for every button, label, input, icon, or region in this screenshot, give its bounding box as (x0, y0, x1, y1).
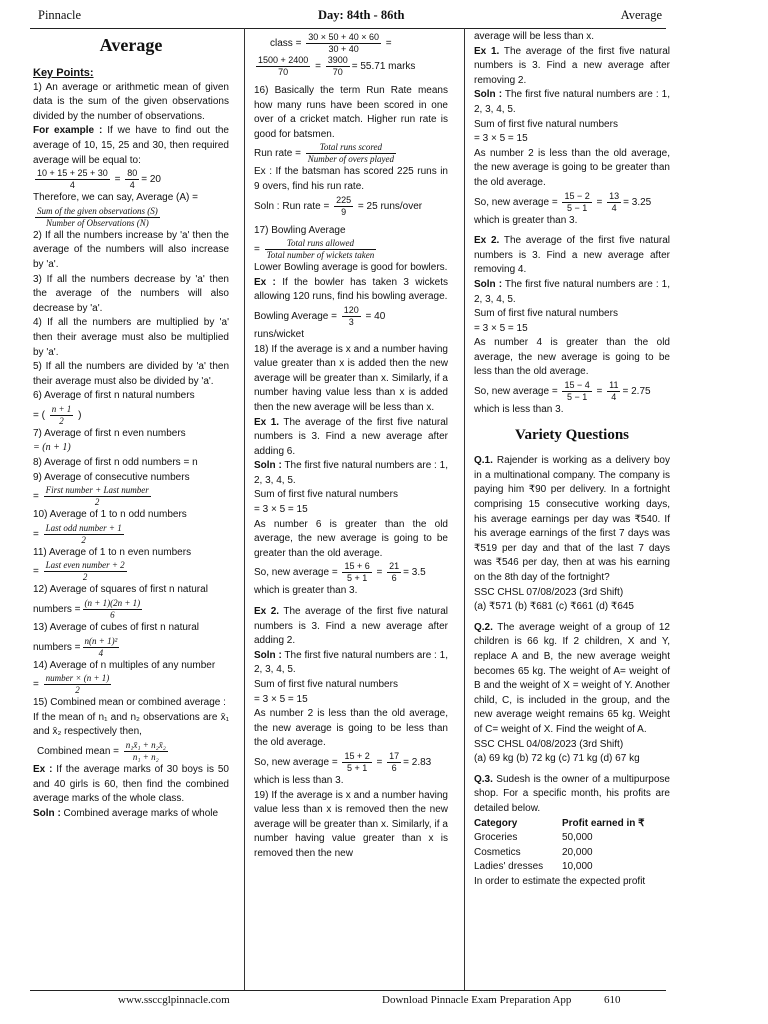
column-2 (254, 30, 448, 862)
bowling-average-formula: = $\frac{\text{Total runs allowed}}{\text{Total number of wickets taken}}$ (254, 238, 375, 261)
question-2: Q.2. The average weight of a group of 12 children is 66 kg. If 2 children, X and Y, replace A and B, the new average weight becomes 65 kg. The weight of A= weight of B and the weight of X = weight of Y. Another child, C, is included in the group, and the new average weight remains 65 kg. Weight of C= weight of X. Find the weight of A. (474, 621, 670, 735)
p18-example-2-text: As number 2 is less than the old average, the new average is going to be less than the old average. (254, 708, 448, 749)
p19-example-2-text: As number 4 is greater than the old average, the new average is going to be less than the old average. (474, 337, 670, 378)
p18-example-1-text: As number 6 is greater than the old average, the new average is going to be greater than the old average. (254, 518, 448, 559)
question-2-options: (a) 69 kg (b) 72 kg (c) 71 kg (d) 67 kg (474, 753, 640, 765)
point-10: 10) Average of 1 to n odd numbers (33, 509, 187, 521)
run-rate-solution: Soln : Run rate = $\frac{225}{9}$ = 25 runs/over (254, 194, 423, 217)
combined-solution: Soln : Combined average marks of whole (33, 807, 219, 819)
bowling-solution: Bowling Average = $\frac{120}{3}$ = 40 (254, 304, 386, 327)
point-8: 8) Average of first n odd numbers = n (33, 457, 198, 469)
p19-example-2-sum: Sum of first five natural numbers (474, 308, 618, 320)
column-divider-2 (464, 28, 465, 990)
footer-app-promo: Download Pinnacle Exam Preparation App (382, 994, 572, 1006)
point-19: 19) If the average is x and a number having value less than x is removed then the new average will be greater than x. Similarly, if a number having value greater than x is removed then the new (254, 789, 448, 859)
p18-example-1-result: which is greater than 3. (254, 585, 358, 597)
point-9: 9) Average of consecutive numbers (33, 471, 190, 483)
point-18: 18) If the average is x and a number having value greater than x is added then the new average will be greater than x. Similarly, if a number having value less than x is added then the new average will be less than x. (254, 343, 448, 413)
average-definition: Therefore, we can say, Average (A) = (33, 192, 198, 204)
header-day: Day: 84th - 86th (318, 8, 405, 22)
point-15-text: If the mean of n₁ and n₂ observations are x̄₁ and x̄₂ respectively then, (33, 711, 229, 738)
point-7-formula: = (n + 1) (33, 442, 71, 454)
header-rule (30, 28, 666, 29)
p18-example-1-sum-value: = 3 × 5 = 15 (254, 504, 308, 516)
question-3-continuation: In order to estimate the expected profit (474, 875, 646, 887)
p18-example-2-formula: So, new average = $\frac{15 + 2}{5 + 1}$ = $\frac{17}{6}$ = 2.83 (254, 750, 432, 773)
point-11-formula: = $\frac{\text{Last even number + 2}}{2}$ (33, 560, 125, 583)
point-17: 17) Bowling Average (254, 224, 346, 236)
p18-example-1-formula: So, new average = $\frac{15 + 6}{5 + 1}$ = $\frac{21}{6}$ = 3.5 (254, 561, 426, 584)
p18-example-1: Ex 1. The average of the first five natural numbers is 3. Find a new average after adding 6. (254, 416, 448, 457)
point-3: 3) If all the numbers decrease by 'a' then the average of the numbers will also decrease by 'a'. (33, 273, 229, 314)
p19-example-1-sum-value: = 3 × 5 = 15 (474, 133, 528, 145)
p19-example-1: Ex 1. The average of the first five natural numbers is 3. Find a new average after removing 2. (474, 45, 670, 86)
header-brand: Pinnacle (38, 8, 82, 22)
p18-example-2-solution: Soln : The first five natural numbers are : 1, 2, 3, 4, 5. (254, 649, 448, 676)
header-topic: Average (620, 8, 662, 22)
question-1-source: SSC CHSL 07/08/2023 (3rd Shift) (474, 586, 624, 598)
variety-questions-heading: Variety Questions (514, 426, 630, 443)
question-2-source: SSC CHSL 04/08/2023 (3rd Shift) (474, 738, 624, 750)
p19-example-2-result: which is less than 3. (474, 404, 564, 416)
p19-example-1-formula: So, new average = $\frac{15 - 2}{5 - 1}$ = $\frac{13}{4}$ = 3.25 (474, 190, 652, 213)
column-divider-1 (244, 28, 245, 990)
run-rate-formula: Run rate = $\frac{\text{Total runs scored}}{\text{Number of overs played}}$ (254, 142, 394, 165)
example-paragraph: For example : If we have to find out the average of 10, 15, 25 and 30, then required average will be equal to: (33, 125, 229, 166)
run-rate-example: Ex : If the batsman has scored 225 runs in 9 overs, find his run rate. (254, 166, 448, 192)
profit-table-header: Category Profit earned in ₹ (474, 817, 645, 829)
question-1: Q.1. Rajender is working as a delivery boy in a multinational company. The company is paying him ₹90 per delivery. In a fortnight comprising 15 consecutive working days, his average earnings per day was ₹540. If his average earnings of the first 7 days was ₹519 per day and that of the last 7 days was ₹546 per day, then at was his earning on the 8th day of the fortnight? (474, 455, 670, 583)
key-points-heading: Key Points: (33, 67, 94, 79)
p19-example-1-result: which is greater than 3. (474, 214, 578, 226)
question-1-options: (a) ₹571 (b) ₹681 (c) ₹661 (d) ₹645 (474, 601, 634, 613)
page-title: Average (99, 35, 163, 55)
point-14: 14) Average of n multiples of any number (33, 659, 216, 671)
p19-example-1-text: As number 2 is less than the old average, the new average is going to be greater than the old average. (474, 147, 670, 188)
point-5: 5) If all the numbers are divided by 'a' then their average must also be divided by 'a'. (33, 361, 229, 387)
point-14-formula: = $\frac{\text{number × (n + 1)}}{2}$ (33, 673, 110, 696)
p19-example-2-sum-value: = 3 × 5 = 15 (474, 322, 528, 334)
combined-mean-formula: Combined mean = $\frac{\text{n₁x̄₁ + n₂x̄₂}}{\text{n₁ + n₂}}$ (37, 740, 166, 762)
table-row: Ladies' dresses 10,000 (474, 861, 593, 873)
point-1: 1) An average or arithmetic mean of given data is the sum of the given observations divided by the number of observations. (33, 81, 229, 122)
point-16: 16) Basically the term Run Rate means how many runs have been scored in one over of a cricket match. Higher run rate is good for batsmen. (254, 85, 448, 140)
point-13-formula: numbers = $\frac{\text{n(n + 1)²}}{4}$ (33, 635, 118, 658)
question-3: Q.3. Sudesh is the owner of a multipurpose shop. For a specific month, his profits are detailed below. (474, 773, 670, 814)
point-11: 11) Average of 1 to n even numbers (33, 546, 192, 558)
example-formula: $\frac{10 + 15 + 25 + 30}{4}$ = $\frac{80}{4}$ = 20 (37, 168, 161, 191)
footer-rule (30, 990, 666, 991)
p18-example-2-sum: Sum of first five natural numbers (254, 679, 398, 690)
bowling-example: Ex : If the bowler has taken 3 wickets allowing 120 runs, find his bowling average. (254, 276, 448, 303)
average-formula: $\frac{\text{Sum of the given observations (S)}}{\text{Number of Observations (N)}}$ (37, 205, 158, 228)
column-3 (474, 30, 670, 889)
p19-example-1-solution: Soln : The first five natural numbers are : 1, 2, 3, 4, 5. (474, 89, 670, 115)
point-12: 12) Average of squares of first n natural (33, 584, 208, 596)
point-10-formula: = $\frac{\text{Last odd number + 1}}{2}$ (33, 522, 122, 545)
page-number: 610 (604, 994, 621, 1006)
class-average-result: $\frac{1500 + 2400}{70}$ = $\frac{3900}{70}$ = 55.71 marks (258, 55, 416, 77)
p18-example-1-solution: Soln : The first five natural numbers are : 1, 2, 3, 4, 5. (254, 460, 448, 486)
point-6: 6) Average of first n natural numbers (33, 390, 195, 402)
p19-example-2-solution: Soln : The first five natural numbers are : 1, 2, 3, 4, 5. (474, 278, 670, 305)
p18-example-2-result: which is less than 3. (254, 774, 344, 786)
class-average-formula: class = $\frac{30 \times 50 + 40 \times 60}{30 + 40}$ = (270, 32, 392, 54)
p19-example-2: Ex 2. The average of the first five natural numbers is 3. Find a new average after removing 4. (474, 235, 670, 276)
table-row: Groceries 50,000 (474, 832, 593, 844)
p19-continuation: average will be less than x. (474, 31, 595, 42)
point-12-formula: numbers = $\frac{(n + 1)(2n + 1)}{6}$ (33, 598, 141, 621)
p19-example-2-formula: So, new average = $\frac{15 - 4}{5 - 1}$ = $\frac{11}{4}$ = 2.75 (474, 380, 651, 403)
table-row: Cosmetics 20,000 (474, 846, 593, 858)
footer-website-link[interactable]: www.ssccglpinnacle.com (118, 994, 230, 1006)
p18-example-1-sum: Sum of first five natural numbers (254, 489, 398, 501)
point-13: 13) Average of cubes of first n natural (33, 622, 200, 634)
p18-example-2: Ex 2. The average of the first five natural numbers is 3. Find a new average after adding 2. (254, 606, 448, 647)
point-2: 2) If all the numbers increase by 'a' then the average of the numbers will also increase by 'a'. (33, 229, 229, 270)
point-7: 7) Average of first n even numbers (33, 427, 186, 439)
point-9-formula: = $\frac{\text{First number + Last number}}{2}$ (33, 485, 149, 508)
page-header (0, 0, 768, 30)
point-15: 15) Combined mean or combined average : (33, 697, 226, 709)
bowling-unit: runs/wicket (254, 328, 305, 340)
point-4: 4) If all the numbers are multiplied by 'a' then their average must also be multiplied by 'a'. (33, 317, 229, 358)
p18-example-2-sum-value: = 3 × 5 = 15 (254, 693, 308, 705)
combined-example: Ex : If the average marks of 30 boys is 50 and 40 girls is 60, then find the combined average marks of the whole class. (33, 764, 229, 805)
p19-example-1-sum: Sum of first five natural numbers (474, 118, 618, 130)
column-1 (33, 30, 229, 821)
point-6-formula: = ( $\frac{n + 1}{2}$ ) (33, 403, 82, 426)
bowling-average-note: Lower Bowling average is good for bowlers. (254, 262, 448, 274)
